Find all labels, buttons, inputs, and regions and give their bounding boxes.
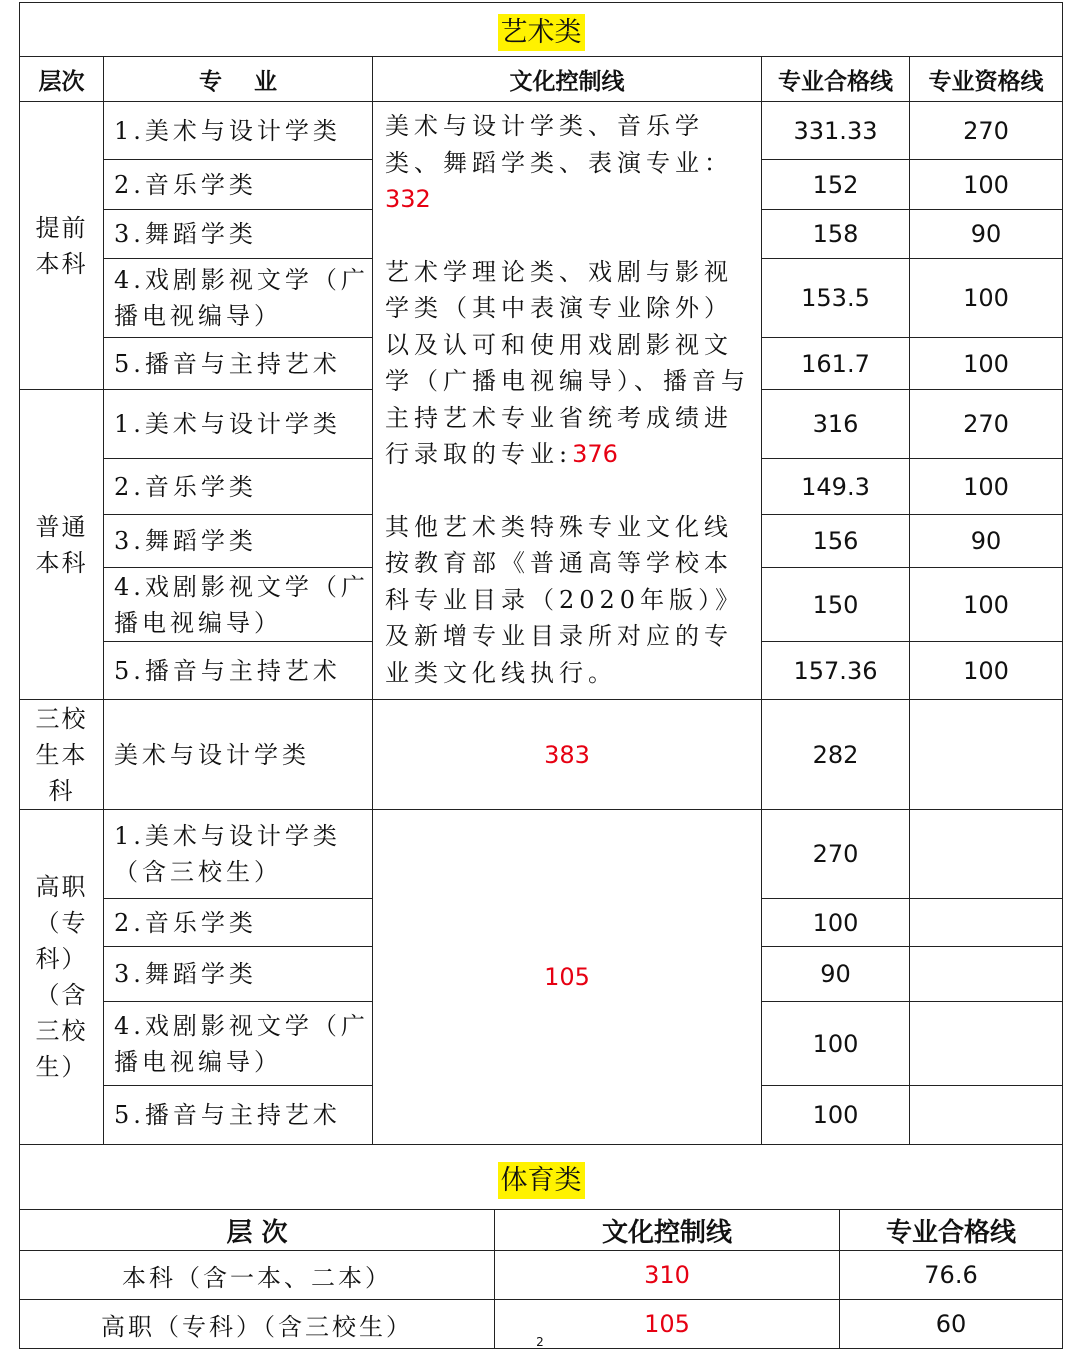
- table-row: [20, 1251, 1063, 1300]
- culture-line-value: 105: [495, 1300, 840, 1349]
- level-cell: 高职（专科）（含三校生）: [20, 810, 104, 1145]
- major-cell: 4.戏剧影视文学（广播电视编导）: [104, 568, 373, 642]
- header-level: 层次: [20, 57, 104, 102]
- header-culture-line: 文化控制线: [495, 1210, 840, 1251]
- qualification-line-value: 100: [910, 160, 1063, 210]
- qualification-line-value: [910, 1086, 1063, 1145]
- pass-line-value: 282: [762, 700, 910, 810]
- qualification-line-value: 270: [910, 102, 1063, 160]
- qualification-line-value: 270: [910, 390, 1063, 459]
- score-lines-document: [19, 2, 1062, 1349]
- major-cell: 5.播音与主持艺术: [104, 338, 373, 390]
- sports-header-row: [20, 1210, 1063, 1251]
- qualification-line-value: [910, 1002, 1063, 1086]
- qualification-line-value: 100: [910, 459, 1063, 515]
- culture-line-value: 383: [373, 700, 762, 810]
- pass-line-value: 76.6: [840, 1251, 1063, 1300]
- major-cell: 5.播音与主持艺术: [104, 642, 373, 700]
- qualification-line-value: 90: [910, 515, 1063, 568]
- pass-line-value: 331.33: [762, 102, 910, 160]
- major-cell: 2.音乐学类: [104, 899, 373, 947]
- qualification-line-value: [910, 700, 1063, 810]
- sports-title-cell: [20, 1145, 1063, 1210]
- pass-line-value: 157.36: [762, 642, 910, 700]
- qualification-line-value: 100: [910, 259, 1063, 338]
- major-cell: 美术与设计学类: [104, 700, 373, 810]
- pass-line-value: 161.7: [762, 338, 910, 390]
- major-cell: 1.美术与设计学类: [104, 390, 373, 459]
- page-number: 2: [536, 1335, 544, 1349]
- header-pass-line: 专业合格线: [840, 1210, 1063, 1251]
- pass-line-value: 158: [762, 210, 910, 259]
- header-pass-line: 专业合格线: [762, 57, 910, 102]
- pass-line-value: 270: [762, 810, 910, 899]
- major-cell: 3.舞蹈学类: [104, 947, 373, 1002]
- pass-line-value: 316: [762, 390, 910, 459]
- culture-line-value: 105: [373, 810, 762, 1145]
- major-cell: 4.戏剧影视文学（广播电视编导）: [104, 1002, 373, 1086]
- major-cell: 3.舞蹈学类: [104, 210, 373, 259]
- qualification-line-value: 100: [910, 568, 1063, 642]
- header-level: 层 次: [20, 1210, 495, 1251]
- header-culture-line: 文化控制线: [373, 57, 762, 102]
- major-cell: 1.美术与设计学类（含三校生）: [104, 810, 373, 899]
- culture-line-value: 310: [495, 1251, 840, 1300]
- major-cell: 2.音乐学类: [104, 459, 373, 515]
- major-cell: 4.戏剧影视文学（广播电视编导）: [104, 259, 373, 338]
- header-qualification-line: 专业资格线: [910, 57, 1063, 102]
- sports-table: [19, 1144, 1063, 1349]
- level-cell: 普通本科: [20, 390, 104, 700]
- table-row: [20, 700, 1063, 810]
- qualification-line-value: 100: [910, 642, 1063, 700]
- level-cell: 三校生本科: [20, 700, 104, 810]
- major-cell: 3.舞蹈学类: [104, 515, 373, 568]
- pass-line-value: 150: [762, 568, 910, 642]
- pass-line-value: 149.3: [762, 459, 910, 515]
- pass-line-value: 100: [762, 1002, 910, 1086]
- qualification-line-value: [910, 899, 1063, 947]
- level-cell: 本科（含一本、二本）: [20, 1251, 495, 1300]
- pass-line-value: 152: [762, 160, 910, 210]
- header-major: 专 业: [104, 57, 373, 102]
- pass-line-value: 100: [762, 1086, 910, 1145]
- pass-line-value: 153.5: [762, 259, 910, 338]
- major-cell: 2.音乐学类: [104, 160, 373, 210]
- table-row: [20, 102, 1063, 160]
- level-cell: 高职（专科）（含三校生）: [20, 1300, 495, 1349]
- pass-line-value: 156: [762, 515, 910, 568]
- culture-line-text: 美术与设计学类、音乐学类、舞蹈学类、表演专业：332 艺术学理论类、戏剧与影视学类（其中表演专业除外）以及认可和使用戏剧影视文学（广播电视编导）、播音与主持艺术专业省统考成绩进行录取的专业:376 其他艺术类特殊专业文化线按教育部《普通高等学校本科专业目录（2020年版）》及新增专业目录所对应的专业类文化线执行。: [373, 102, 762, 700]
- pass-line-value: 60: [840, 1300, 1063, 1349]
- qualification-line-value: [910, 947, 1063, 1002]
- pass-line-value: 90: [762, 947, 910, 1002]
- art-title-cell: [20, 3, 1063, 57]
- art-header-row: [20, 57, 1063, 102]
- pass-line-value: 100: [762, 899, 910, 947]
- level-cell: 提前本科: [20, 102, 104, 390]
- qualification-line-value: [910, 810, 1063, 899]
- qualification-line-value: 100: [910, 338, 1063, 390]
- art-table: [19, 2, 1063, 1145]
- art-title: 艺术类: [498, 14, 585, 51]
- qualification-line-value: 90: [910, 210, 1063, 259]
- major-cell: 5.播音与主持艺术: [104, 1086, 373, 1145]
- sports-title: 体育类: [498, 1162, 585, 1199]
- major-cell: 1.美术与设计学类: [104, 102, 373, 160]
- table-row: [20, 810, 1063, 899]
